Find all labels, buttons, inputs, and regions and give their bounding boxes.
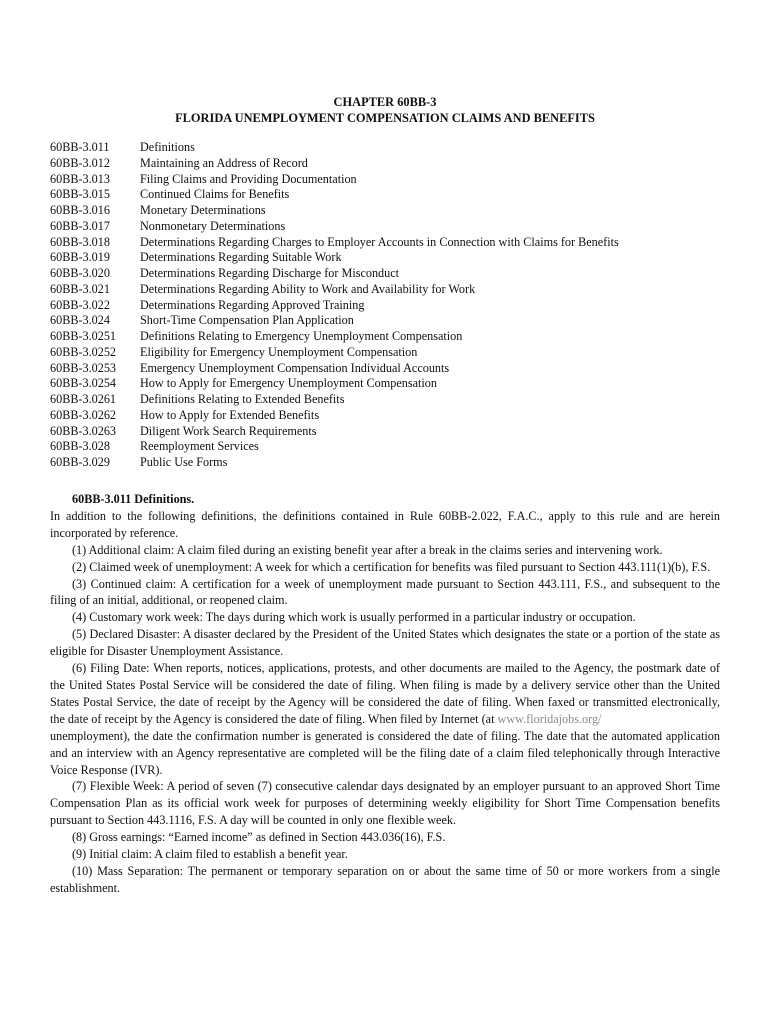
toc-row bbox=[50, 376, 730, 392]
definition-3: (3) Continued claim: A certification for a week of unemployment made pursuant to Section 443.111, F.S., and subsequent to the filing of an initial, additional, or reopened claim. bbox=[50, 576, 720, 608]
toc-row bbox=[50, 392, 730, 408]
chapter-number: CHAPTER 60BB-3 bbox=[333, 95, 437, 109]
toc-rule-title: Diligent Work Search Requirements bbox=[140, 423, 317, 438]
toc-rule-number: 60BB-3.028 bbox=[50, 439, 110, 454]
toc-rule-title: Determinations Regarding Charges to Employer Accounts in Connection with Claims for Benefits bbox=[140, 234, 619, 249]
toc-row bbox=[50, 187, 730, 203]
toc-rule-title: How to Apply for Emergency Unemployment Compensation bbox=[140, 376, 437, 391]
toc-rule-number: 60BB-3.011 bbox=[50, 140, 110, 154]
definition-6-part-1: (6) Filing Date: When reports, notices, applications, protests, and other documents are mailed to the Agency, the postmark date of the United States Postal Service will be considered the date of filing. When filing is made by a delivery service other than the United States Postal Service, the date of receipt by the Agency will be considered the date of filing. When faxed or transmitted electronically, the date of receipt by the Agency is considered the date of filing. When filed by Internet (at bbox=[50, 661, 720, 726]
toc-rule-title: Public Use Forms bbox=[140, 455, 228, 469]
toc-rule-number: 60BB-3.0251 bbox=[50, 329, 117, 343]
toc-rule-title: Definitions bbox=[140, 140, 195, 154]
toc-rule-number: 60BB-3.018 bbox=[50, 234, 110, 249]
section-intro: In addition to the following definitions, the definitions contained in Rule 60BB-2.022, F.A.C., apply to this rule and are herein incorporated by reference. bbox=[50, 508, 720, 540]
toc-rule-title: Continued Claims for Benefits bbox=[140, 187, 290, 202]
toc-rule-number: 60BB-3.013 bbox=[50, 171, 110, 186]
definition-5: (5) Declared Disaster: A disaster declared by the President of the United States which designates the state or a portion of the state as eligible for Disaster Unemployment Assistance. bbox=[50, 627, 720, 659]
toc-rule-number: 60BB-3.015 bbox=[50, 187, 110, 202]
toc-row bbox=[50, 266, 730, 282]
toc-rule-title: Eligibility for Emergency Unemployment Compensation bbox=[140, 344, 418, 359]
chapter-title: FLORIDA UNEMPLOYMENT COMPENSATION CLAIMS AND BENEFITS bbox=[175, 111, 595, 125]
toc-rule-title: Nonmonetary Determinations bbox=[140, 218, 286, 233]
section-title: 60BB-3.011 Definitions. bbox=[72, 492, 195, 506]
toc-rule-number: 60BB-3.016 bbox=[50, 203, 110, 217]
toc-rule-number: 60BB-3.0263 bbox=[50, 423, 117, 438]
toc-row bbox=[50, 361, 730, 377]
toc-rule-title: Monetary Determinations bbox=[140, 203, 266, 217]
definition-8: (8) Gross earnings: “Earned income” as defined in Section 443.036(16), F.S. bbox=[72, 830, 446, 845]
toc-rule-title: Definitions Relating to Emergency Unemployment Compensation bbox=[140, 329, 463, 343]
toc-row bbox=[50, 282, 730, 298]
toc-rule-title: Reemployment Services bbox=[140, 439, 259, 454]
toc-row bbox=[50, 329, 730, 345]
toc-row bbox=[50, 235, 730, 251]
definition-2: (2) Claimed week of unemployment: A week for which a certification for benefits was filed pursuant to Section 443.111(1)(b), F.S. bbox=[72, 559, 711, 574]
floridajobs-link[interactable]: www.floridajobs.org/ bbox=[497, 711, 602, 726]
table-of-contents bbox=[50, 140, 730, 471]
toc-row bbox=[50, 203, 730, 219]
toc-row bbox=[50, 408, 730, 424]
definition-4: (4) Customary work week: The days during which work is usually performed in a particular industry or occupation. bbox=[72, 610, 636, 625]
toc-rule-title: Determinations Regarding Approved Training bbox=[140, 297, 365, 312]
toc-rule-number: 60BB-3.012 bbox=[50, 155, 110, 170]
definition-6-part-2: unemployment), the date the confirmation number is generated is considered the date of filing. The date that the automated application and an interview with an Agency representative are completed will be the filing date of a claim filed telephonically through Interactive Voice Response (IVR). bbox=[50, 728, 720, 777]
toc-row bbox=[50, 172, 730, 188]
toc-rule-number: 60BB-3.019 bbox=[50, 250, 110, 265]
toc-row bbox=[50, 219, 730, 235]
toc-row bbox=[50, 424, 730, 440]
toc-rule-number: 60BB-3.020 bbox=[50, 266, 110, 280]
toc-rule-number: 60BB-3.0253 bbox=[50, 360, 117, 375]
toc-rule-number: 60BB-3.021 bbox=[50, 281, 110, 296]
definition-9: (9) Initial claim: A claim filed to establish a benefit year. bbox=[72, 847, 348, 862]
toc-row bbox=[50, 345, 730, 361]
toc-row bbox=[50, 250, 730, 266]
definition-6 bbox=[50, 660, 720, 778]
toc-rule-number: 60BB-3.0262 bbox=[50, 407, 117, 422]
toc-rule-number: 60BB-3.0252 bbox=[50, 344, 117, 359]
toc-row bbox=[50, 298, 730, 314]
toc-row bbox=[50, 313, 730, 329]
toc-rule-title: Definitions Relating to Extended Benefits bbox=[140, 392, 345, 406]
section-body bbox=[50, 491, 720, 897]
toc-rule-title: Determinations Regarding Ability to Work and Availability for Work bbox=[140, 281, 476, 296]
toc-rule-number: 60BB-3.0261 bbox=[50, 392, 117, 406]
toc-rule-number: 60BB-3.0254 bbox=[50, 376, 117, 391]
definition-10: (10) Mass Separation: The permanent or temporary separation on or about the same time of 50 or more workers from a single establishment. bbox=[50, 863, 720, 895]
toc-row bbox=[50, 439, 730, 455]
toc-row bbox=[50, 140, 730, 156]
definition-1: (1) Additional claim: A claim filed during an existing benefit year after a break in the claims series and intervening work. bbox=[72, 542, 663, 557]
definition-7: (7) Flexible Week: A period of seven (7) consecutive calendar days designated by an employer pursuant to an approved Short Time Compensation Plan as its official work week for purposes of determining weekly eligibility for Short Time Compensation benefits pursuant to Section 443.1116, F.S. A day will be counted in only one flexible week. bbox=[50, 779, 720, 828]
toc-row bbox=[50, 156, 730, 172]
toc-rule-title: Emergency Unemployment Compensation Individual Accounts bbox=[140, 360, 450, 375]
toc-rule-title: Filing Claims and Providing Documentation bbox=[140, 171, 357, 186]
toc-rule-title: Determinations Regarding Suitable Work bbox=[140, 250, 342, 265]
toc-rule-number: 60BB-3.024 bbox=[50, 313, 110, 328]
toc-rule-number: 60BB-3.017 bbox=[50, 218, 110, 233]
toc-rule-title: Short-Time Compensation Plan Application bbox=[140, 313, 354, 328]
toc-rule-number: 60BB-3.029 bbox=[50, 455, 110, 469]
toc-rule-title: Maintaining an Address of Record bbox=[140, 155, 308, 170]
toc-rule-number: 60BB-3.022 bbox=[50, 297, 110, 312]
toc-rule-title: Determinations Regarding Discharge for Misconduct bbox=[140, 266, 400, 280]
toc-row bbox=[50, 455, 730, 471]
toc-rule-title: How to Apply for Extended Benefits bbox=[140, 407, 320, 422]
